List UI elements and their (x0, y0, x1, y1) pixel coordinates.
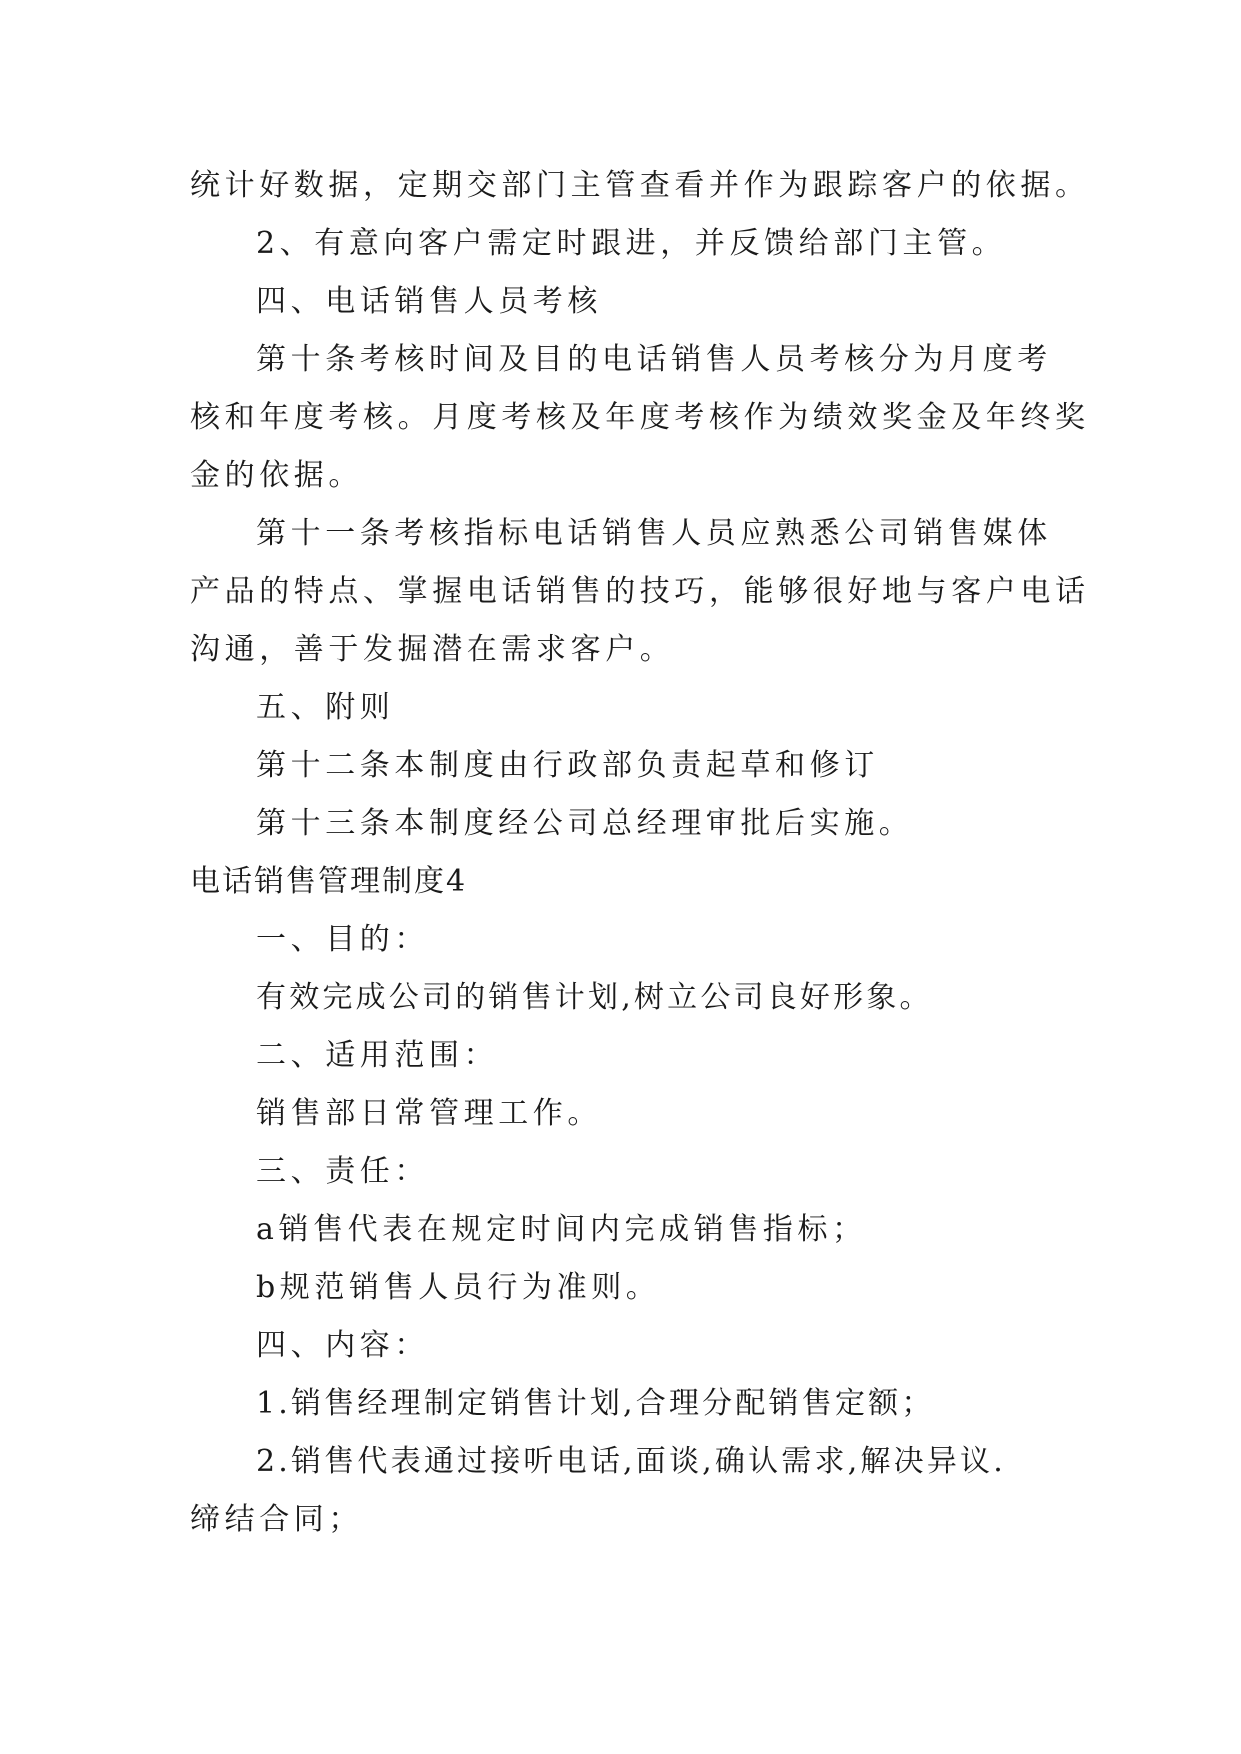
paragraph-line: 有效完成公司的销售计划,树立公司良好形象。 (256, 980, 933, 1015)
list-item: b规范销售人员行为准则。 (256, 1270, 661, 1305)
paragraph-line: 2、有意向客户需定时跟进，并反馈给部门主管。 (256, 226, 1007, 261)
list-item: a销售代表在规定时间内完成销售指标； (256, 1212, 867, 1247)
paragraph-line: 核和年度考核。月度考核及年度考核作为绩效奖金及年终奖 (190, 400, 1090, 435)
section-heading: 二、适用范围： (256, 1038, 499, 1073)
paragraph-line: 第十三条本制度经公司总经理审批后实施。 (256, 806, 914, 841)
section-heading: 一、目的： (256, 922, 429, 957)
paragraph-line: 产品的特点、掌握电话销售的技巧，能够很好地与客户电话 (190, 574, 1090, 609)
paragraph-line: 缔结合同； (190, 1502, 363, 1537)
paragraph-line: 销售部日常管理工作。 (256, 1096, 602, 1131)
section-heading: 四、内容： (256, 1328, 429, 1363)
section-heading: 三、责任： (256, 1154, 429, 1189)
section-heading: 四、电话销售人员考核 (256, 284, 602, 319)
paragraph-line: 金的依据。 (190, 458, 363, 493)
section-heading: 五、附则 (256, 690, 395, 725)
paragraph-line: 第十一条考核指标电话销售人员应熟悉公司销售媒体 (256, 516, 1052, 551)
list-item: 1.销售经理制定销售计划,合理分配销售定额； (256, 1386, 935, 1421)
paragraph-line: 统计好数据，定期交部门主管查看并作为跟踪客户的依据。 (190, 168, 1090, 203)
document-title: 电话销售管理制度4 (190, 864, 468, 899)
list-item: 2.销售代表通过接听电话,面谈,确认需求,解决异议. (256, 1444, 1006, 1479)
paragraph-line: 第十条考核时间及目的电话销售人员考核分为月度考 (256, 342, 1052, 377)
paragraph-line: 第十二条本制度由行政部负责起草和修订 (256, 748, 879, 783)
paragraph-line: 沟通，善于发掘潜在需求客户。 (190, 632, 675, 667)
